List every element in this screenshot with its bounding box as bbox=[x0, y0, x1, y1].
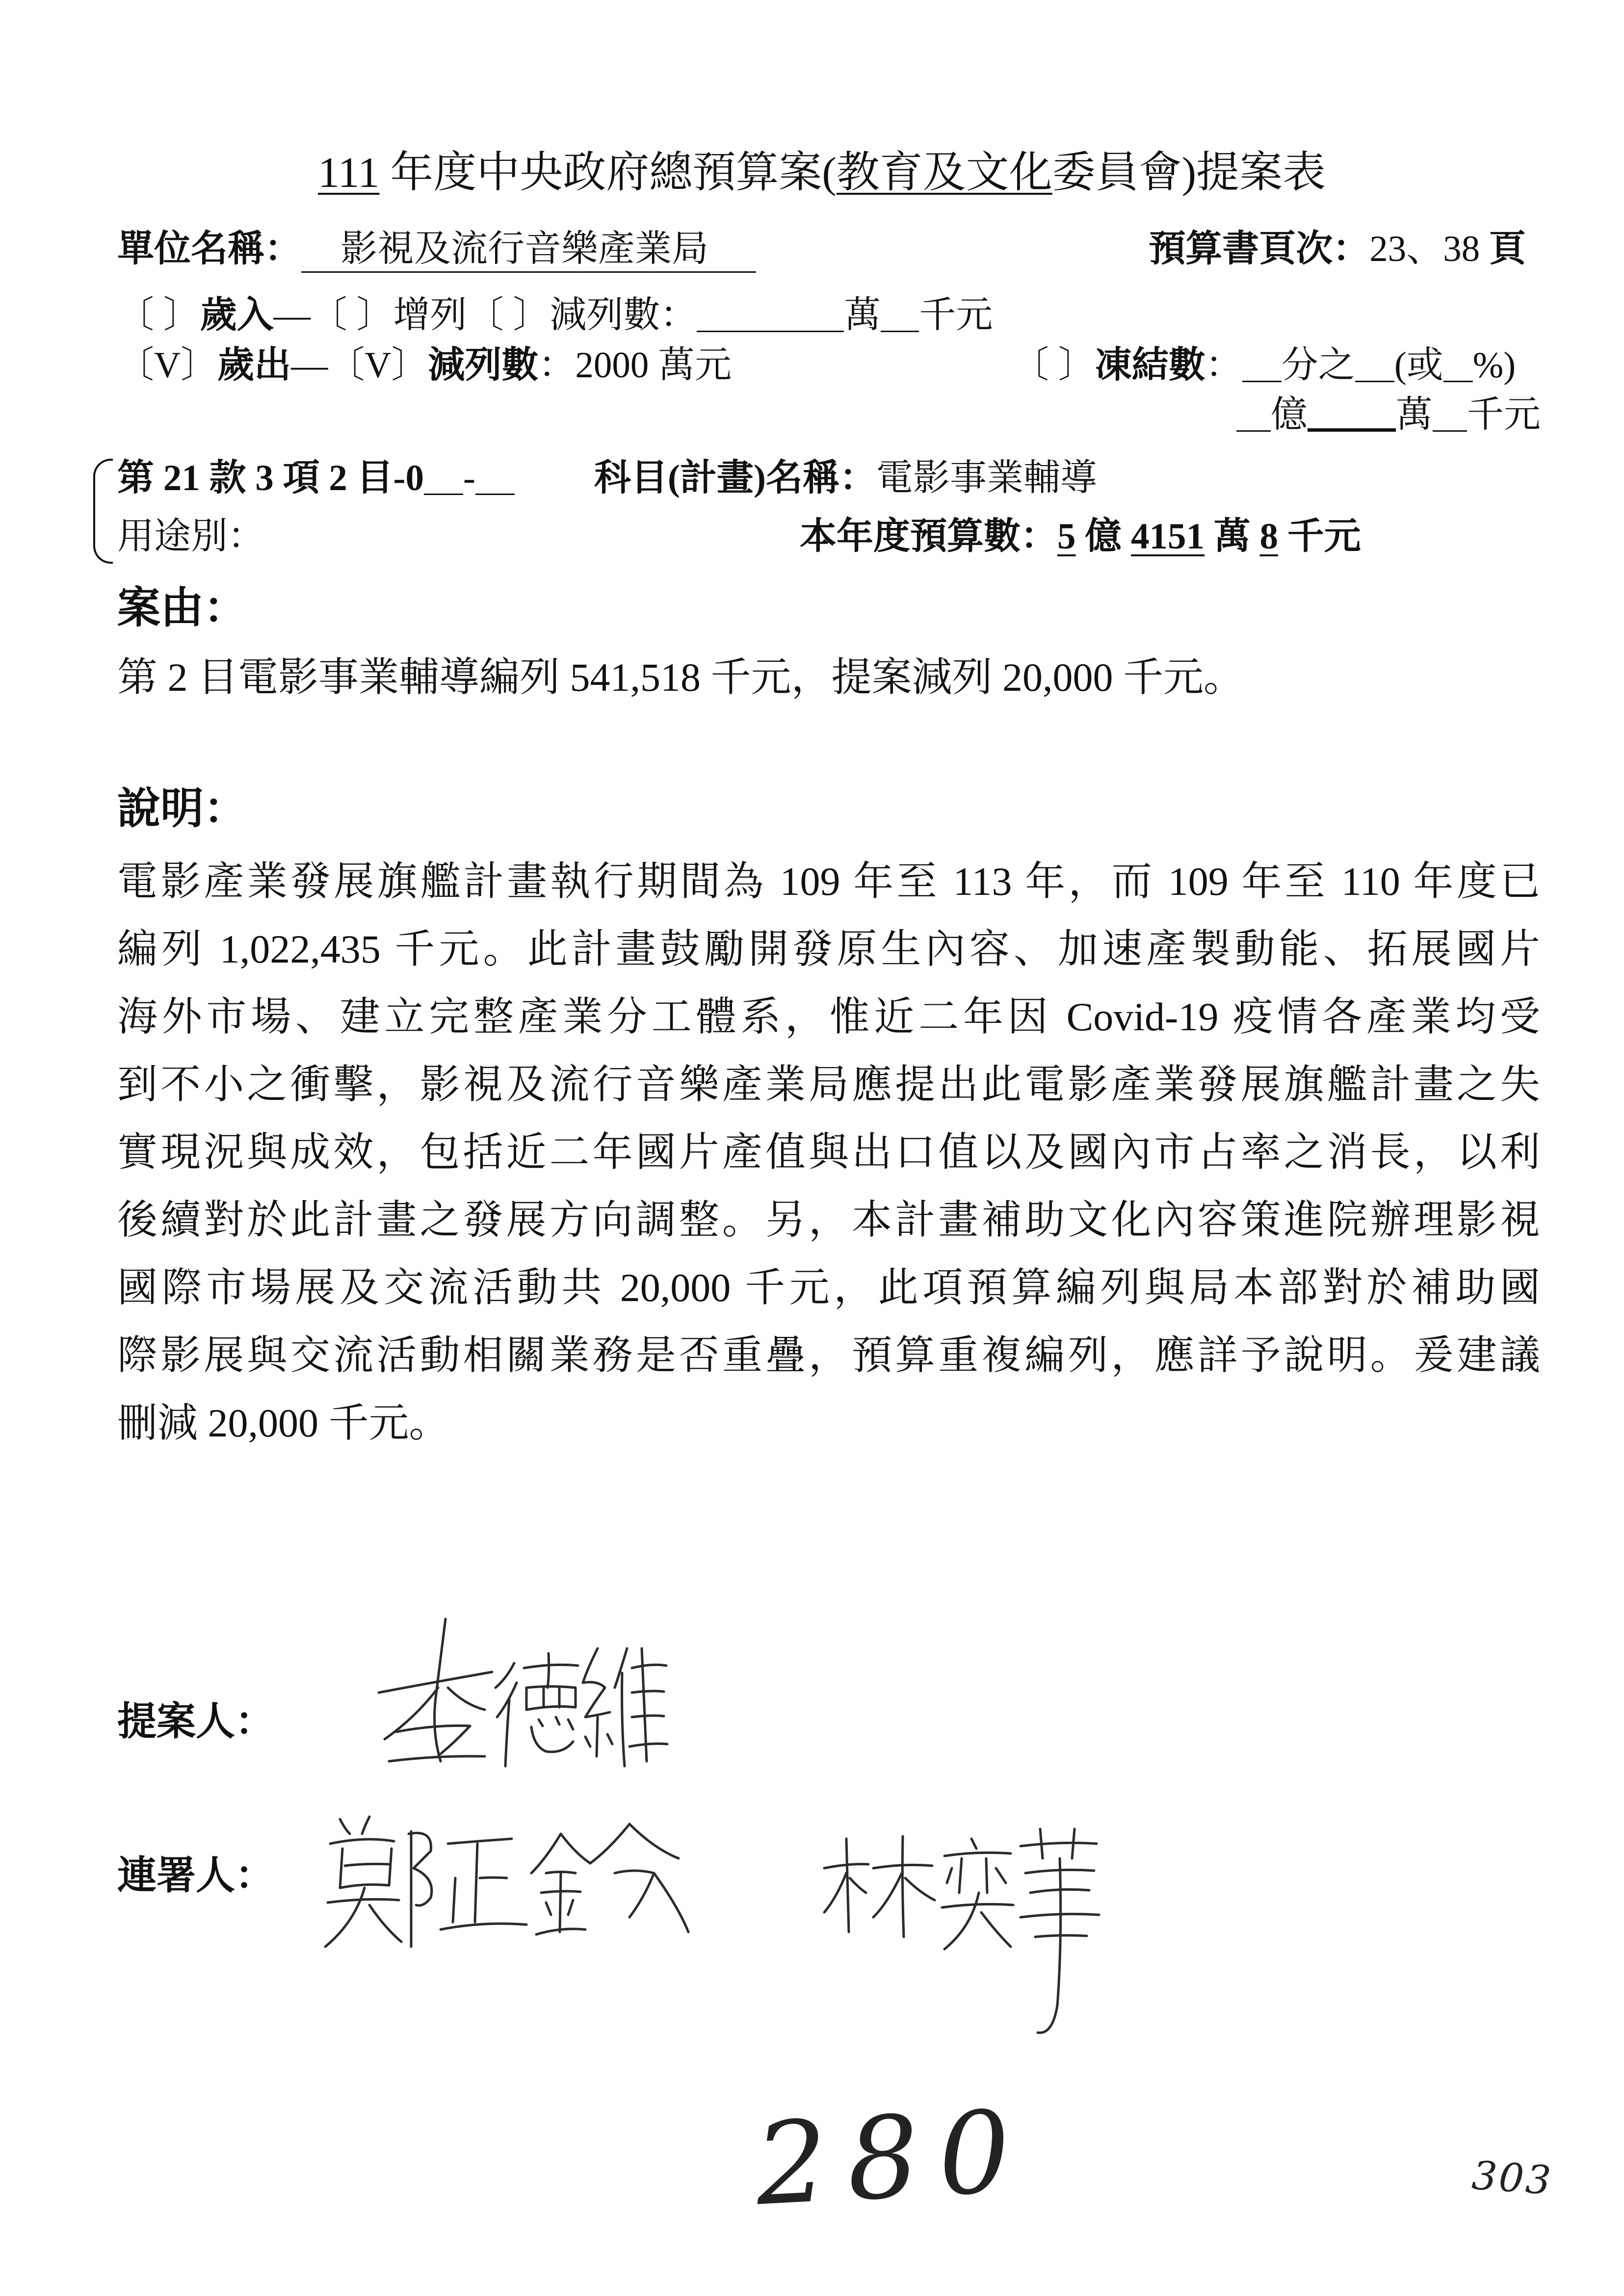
handwritten-sheet-number: 303 bbox=[1470, 2152, 1554, 2204]
subject-label: 科目(計畫)名稱： bbox=[594, 458, 876, 498]
explanation-line: 刪減 20,000 千元。 bbox=[117, 1401, 449, 1445]
current-budget-qian: 8 bbox=[1259, 516, 1279, 557]
signature-stroke-group bbox=[325, 1817, 432, 1947]
subject-row bbox=[594, 456, 1097, 500]
blank-numerator-field bbox=[1242, 376, 1282, 382]
title-part1: 年度中央政府總預算案( bbox=[379, 149, 837, 197]
explanation-line: 到不小之衝擊，影視及流行音樂產業局應提出此電影產業發展旗艦計畫之失 bbox=[117, 1062, 1540, 1107]
revenue-unit-wan: 萬 bbox=[844, 295, 881, 336]
expenditure-checkbox: 〔V〕 bbox=[117, 345, 218, 386]
explanation-line: 後續對於此計畫之發展方向調整。另，本計畫補助文化內容策進院辦理影視 bbox=[117, 1198, 1540, 1242]
signature-stroke-group bbox=[583, 1648, 667, 1766]
revenue-separator: — bbox=[273, 295, 311, 336]
blank-denominator-field bbox=[1355, 376, 1394, 382]
budget-page-value: 23、38 bbox=[1369, 229, 1480, 269]
freeze-colon: ： bbox=[1205, 345, 1242, 386]
increase-label: 增列 bbox=[393, 295, 467, 336]
blank-wan-field bbox=[697, 326, 844, 332]
signature-stroke-group bbox=[496, 1653, 578, 1766]
revenue-label: 歲入 bbox=[200, 295, 274, 336]
signature-stroke-group bbox=[379, 1619, 492, 1761]
cosigner-signature-2 bbox=[814, 1819, 1101, 2047]
explanation-heading: 說明： bbox=[117, 785, 247, 833]
explanation-line: 國際市場展及交流活動共 20,000 千元，此項預算編列與局本部對於補助國 bbox=[117, 1265, 1540, 1310]
reason-heading: 案由： bbox=[117, 585, 247, 632]
signature-stroke-group bbox=[824, 1836, 935, 1937]
blank-percent-field bbox=[1443, 376, 1473, 382]
decrease-checkbox: 〔 〕 bbox=[467, 295, 550, 336]
blank-qian-field bbox=[881, 326, 919, 332]
freeze-label: 凍結數 bbox=[1095, 345, 1205, 386]
proposer-label: 提案人： bbox=[117, 1700, 274, 1744]
freeze-unit-qian: 千元 bbox=[1467, 394, 1541, 435]
expenditure-decrease-checkbox: 〔V〕 bbox=[328, 345, 428, 386]
explanation-line: 電影產業發展旗艦計畫執行期間為 109 年至 113 年，而 109 年至 110 年度已 bbox=[117, 859, 1540, 904]
revenue-unit-qian: 千元 bbox=[919, 295, 993, 336]
signature-stroke-group bbox=[531, 1824, 688, 1934]
account-bracket bbox=[93, 459, 113, 564]
current-budget-wan-unit: 萬 bbox=[1205, 516, 1260, 557]
explanation-line: 實現況與成效，包括近二年國片產值與出口值以及國內市占率之消長，以利 bbox=[117, 1130, 1540, 1174]
blank-qian-field bbox=[1433, 425, 1467, 432]
handwritten-page-number: 280 bbox=[752, 2086, 1033, 2231]
revenue-row bbox=[117, 293, 993, 338]
budget-page-label: 預算書頁次： bbox=[1149, 229, 1370, 269]
expenditure-row bbox=[117, 343, 732, 388]
blank-code-field bbox=[475, 489, 515, 495]
title-part2: 委員會)提案表 bbox=[1052, 149, 1326, 197]
current-budget-yi-unit: 億 bbox=[1075, 516, 1131, 557]
freeze-amount-row bbox=[1236, 393, 1541, 437]
signature-stroke-group bbox=[441, 1839, 526, 1930]
usage-label: 用途別： bbox=[117, 516, 265, 557]
account-code-separator: - bbox=[463, 458, 475, 498]
revenue-decrease-label: 減列數： bbox=[550, 295, 697, 336]
explanation-line: 編列 1,022,435 千元。此計畫鼓勵開發原生內容、加速產製動能、拓展國片 bbox=[117, 927, 1540, 971]
current-budget-wan: 4151 bbox=[1131, 516, 1205, 557]
account-code: 第 21 款 3 項 2 目-0 bbox=[117, 458, 424, 498]
proposer-signature bbox=[367, 1614, 672, 1776]
freeze-or-open: (或 bbox=[1394, 345, 1443, 386]
explanation-paragraph bbox=[117, 848, 1540, 1457]
current-budget-yi: 5 bbox=[1057, 516, 1076, 557]
budget-page-unit: 頁 bbox=[1480, 229, 1526, 269]
current-budget-row bbox=[800, 515, 1361, 559]
freeze-fraction: 分之 bbox=[1281, 345, 1355, 386]
cosigner-label: 連署人： bbox=[117, 1854, 274, 1898]
subject-value: 電影事業輔導 bbox=[876, 458, 1097, 498]
reason-text: 第 2 目電影事業輔導編列 541,518 千元，提案減列 20,000 千元。 bbox=[117, 655, 1244, 700]
expenditure-separator: — bbox=[291, 345, 328, 386]
current-budget-qian-unit: 千元 bbox=[1278, 516, 1361, 557]
blank-wan-field bbox=[1308, 423, 1396, 432]
expenditure-decrease-label: 減列數 bbox=[428, 345, 539, 386]
freeze-unit-wan: 萬 bbox=[1395, 394, 1433, 435]
blank-code-field bbox=[424, 489, 463, 495]
blank-yi-field bbox=[1236, 425, 1271, 432]
revenue-checkbox: 〔 〕 bbox=[117, 295, 200, 336]
unit-name-row bbox=[117, 227, 756, 273]
freeze-checkbox: 〔 〕 bbox=[1012, 345, 1095, 386]
increase-checkbox: 〔 〕 bbox=[310, 295, 393, 336]
signature-stroke-group bbox=[942, 1839, 1013, 1949]
title-year: 111 bbox=[317, 149, 380, 197]
freeze-row bbox=[1012, 343, 1516, 388]
unit-name-label: 單位名稱： bbox=[117, 229, 302, 269]
unit-name-value: 影視及流行音樂產業局 bbox=[301, 227, 756, 273]
budget-page-row bbox=[1149, 227, 1526, 271]
cosigner-signature-1 bbox=[315, 1804, 698, 1952]
expenditure-label: 歲出 bbox=[217, 345, 291, 386]
signature-stroke-group bbox=[1021, 1829, 1099, 2033]
expenditure-amount: ：2000 萬元 bbox=[538, 345, 732, 386]
title-committee: 教育及文化 bbox=[836, 149, 1052, 197]
freeze-percent-close: %) bbox=[1472, 345, 1516, 386]
account-code-row bbox=[117, 456, 515, 500]
freeze-unit-yi: 億 bbox=[1270, 394, 1308, 435]
document-title bbox=[0, 147, 1624, 199]
explanation-line: 海外市場、建立完整產業分工體系，惟近二年因 Covid-19 疫情各產業均受 bbox=[117, 994, 1540, 1039]
current-budget-label: 本年度預算數： bbox=[800, 516, 1058, 557]
explanation-line: 際影展與交流活動相關業務是否重疊，預算重複編列，應詳予說明。爰建議 bbox=[117, 1333, 1540, 1378]
